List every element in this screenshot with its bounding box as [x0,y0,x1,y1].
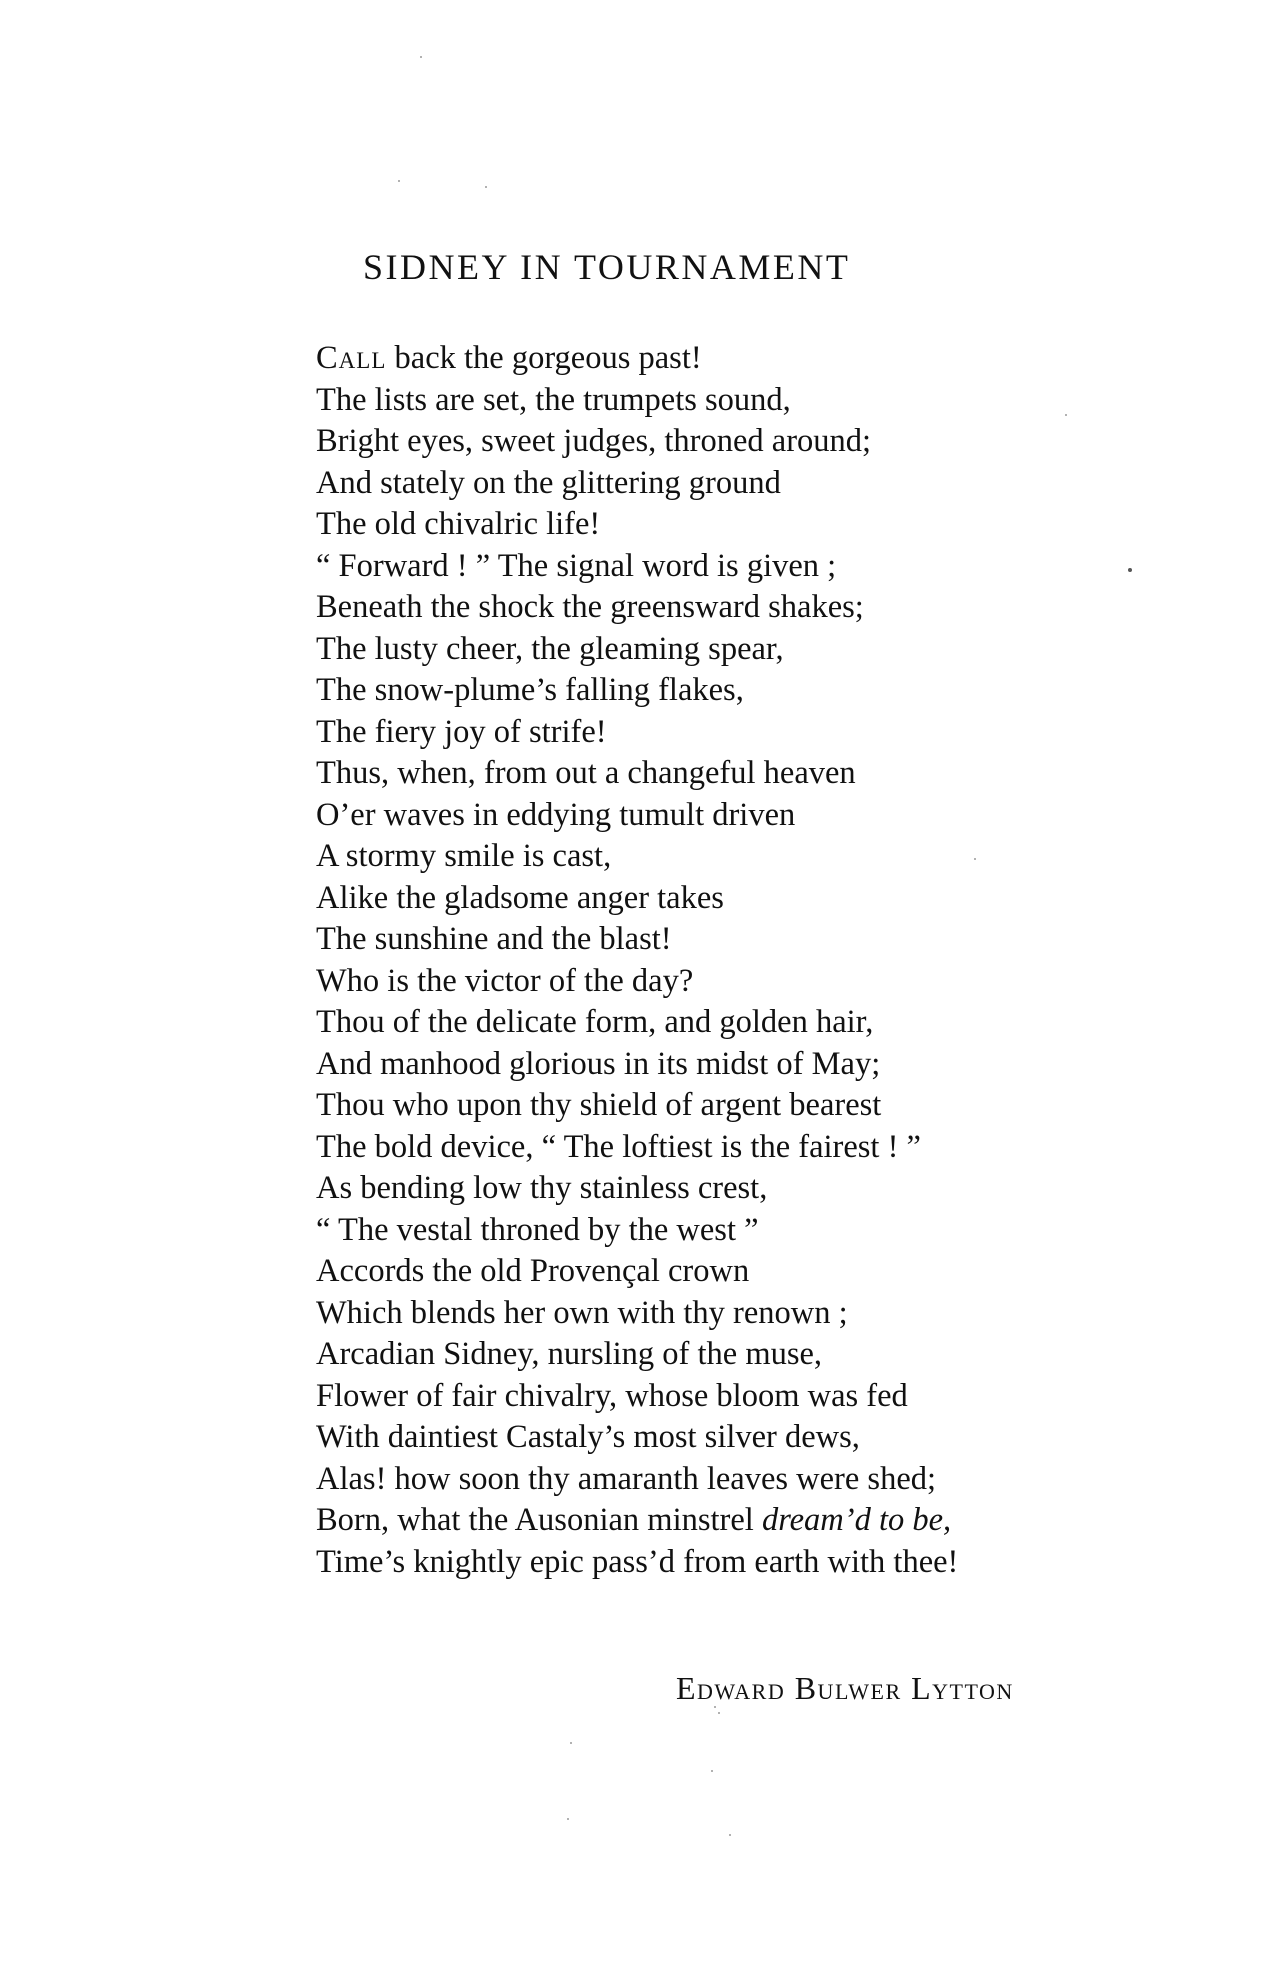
poem-line: And stately on the glittering ground [316,464,781,501]
poem-line: As bending low thy stainless crest, [316,1170,768,1206]
scan-speck [718,1712,720,1714]
poem-line: Thou who upon thy shield of argent bearest [316,1087,882,1123]
poem-line: “ The vestal throned by the west ” [316,1211,759,1248]
first-line-rest: back the gorgeous past! [386,340,702,376]
poem-line: O’er waves in eddying tumult driven [316,796,796,833]
first-word-small-caps: Call [316,340,387,376]
scan-speck [711,1770,713,1772]
poem-line: Flower of fair chivalry, whose bloom was fed [316,1377,908,1414]
poem-line: Time’s knightly epic pass’d from earth with thee! [316,1543,959,1580]
scan-speck [974,858,976,860]
poem-line: The lusty cheer, the gleaming spear, [316,630,784,667]
poem-line: The old chivalric life! [316,506,601,542]
poem-line: Thou of the delicate form, and golden hair, [316,1004,874,1040]
scan-speck [570,1742,572,1744]
scan-speck [1128,568,1132,572]
poem-line: And manhood glorious in its midst of May; [316,1045,881,1082]
poem-line: The fiery joy of strife! [316,713,607,750]
poem-line: Thus, when, from out a changeful heaven [316,755,856,791]
poem-line [316,1500,958,1542]
poem-line: Who is the victor of the day? [316,962,694,999]
italic-phrase: dream’d to be, [761,1502,952,1538]
scan-speck [398,180,400,182]
poem-line: “ Forward ! ” The signal word is given ; [316,547,837,584]
poem-title: SIDNEY IN TOURNAMENT [363,247,851,287]
poem-line: The lists are set, the trumpets sound, [316,381,791,418]
poem-line: Bright eyes, sweet judges, throned around; [316,423,872,459]
poem-line: Which blends her own with thy renown ; [316,1294,848,1331]
scan-speck [729,1834,731,1836]
scan-speck [567,1818,569,1820]
scan-speck [1065,414,1067,416]
poem-line: Alike the gladsome anger takes [316,879,724,916]
poem-line: The bold device, “ The loftiest is the fairest ! ” [316,1128,921,1165]
line-prefix: Born, what the Ausonian minstrel [316,1502,762,1538]
poem-line: Alas! how soon thy amaranth leaves were shed; [316,1460,937,1497]
poem-line: With daintiest Castaly’s most silver dews, [316,1419,860,1455]
scan-speck [485,186,487,188]
poem-line [316,338,958,380]
scan-speck [714,1706,716,1708]
poem-line: The snow-plume’s falling flakes, [316,672,744,708]
poem-line: Beneath the shock the greensward shakes; [316,589,864,625]
poem-line: Arcadian Sidney, nursling of the muse, [316,1336,823,1372]
scan-speck [420,56,422,58]
author-attribution: Edward Bulwer Lytton [676,1670,1014,1706]
poem-line: A stormy smile is cast, [316,838,612,874]
poem-line: The sunshine and the blast! [316,921,672,957]
poem-body [316,338,958,1583]
poem-line: Accords the old Provençal crown [316,1253,750,1289]
